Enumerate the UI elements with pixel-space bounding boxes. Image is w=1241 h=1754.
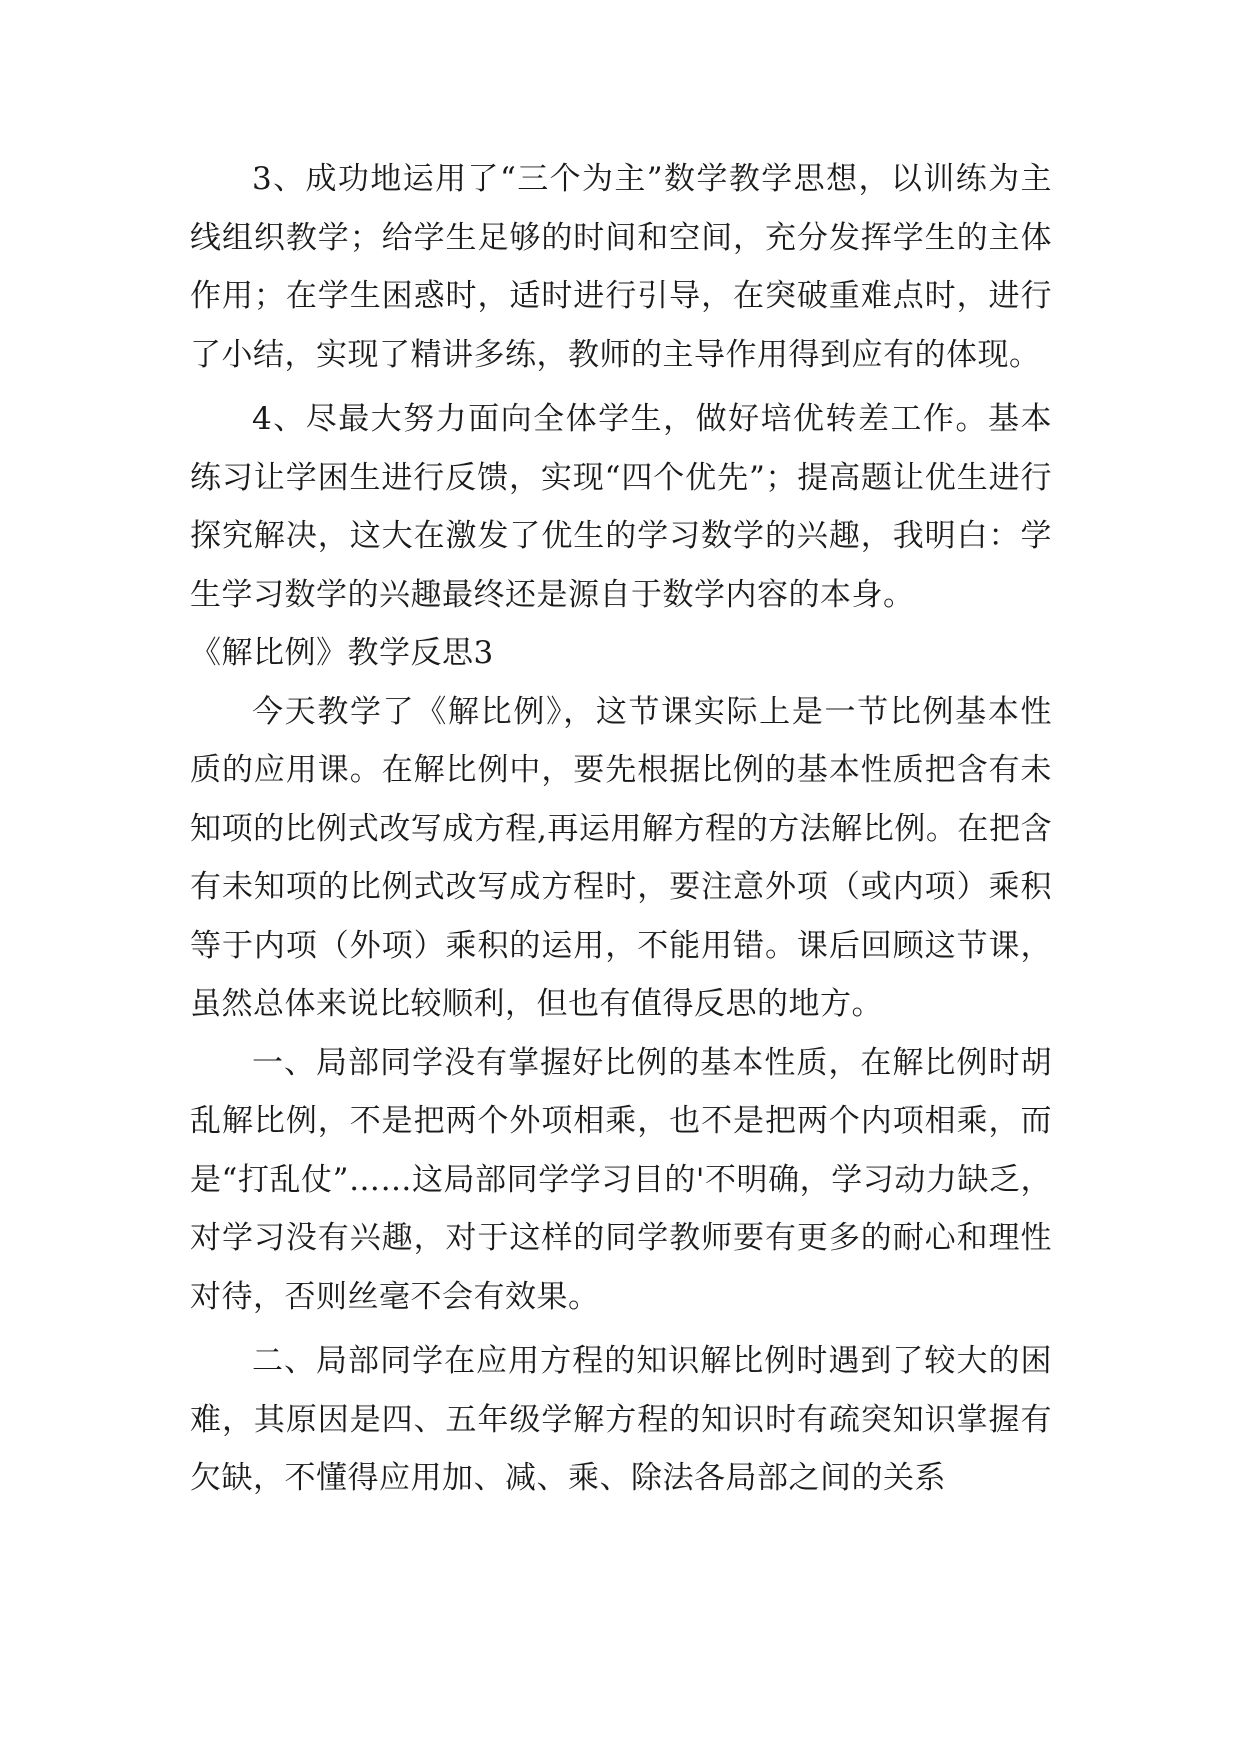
paragraph-point-3: 3、成功地运用了“三个为主”数学教学思想，以训练为主线组织教学；给学生足够的时间和空间，充分发挥学生的主体作用；在学生困惑时，适时进行引导，在突破重难点时，进行了小结，实现了精讲多练，教师的主导作用得到应有的体现。 [190, 161, 1052, 373]
section-title: 《解比例》教学反思3 [190, 635, 494, 671]
paragraph-point-4: 4、尽最大努力面向全体学生，做好培优转差工作。基本练习让学困生进行反馈，实现“四个优先”；提高题让优生进行探究解决，这大在激发了优生的学习数学的兴趣，我明白：学生学习数学的兴趣最终还是源自于数学内容的本身。 [190, 401, 1052, 613]
paragraph-reflection-2: 二、局部同学在应用方程的知识解比例时遇到了较大的困难，其原因是四、五年级学解方程的知识时有疏突知识掌握有欠缺，不懂得应用加、减、乘、除法各局部之间的关系 [190, 1343, 1052, 1496]
document-body [190, 150, 1052, 1508]
paragraph-reflection-1: 一、局部同学没有掌握好比例的基本性质，在解比例时胡乱解比例，不是把两个外项相乘，也不是把两个内项相乘，而是“打乱仗”……这局部同学学习目的'不明确，学习动力缺乏，对学习没有兴趣，对于这样的同学教师要有更多的耐心和理性对待，否则丝毫不会有效果。 [190, 1044, 1052, 1315]
paragraph-intro: 今天教学了《解比例》，这节课实际上是一节比例基本性质的应用课。在解比例中，要先根据比例的基本性质把含有未知项的比例式改写成方程,再运用解方程的方法解比例。在把含有未知项的比例式改写成方程时，要注意外项（或内项）乘积等于内项（外项）乘积的运用，不能用错。课后回顾这节课，虽然总体来说比较顺利，但也有值得反思的地方。 [190, 693, 1052, 1022]
